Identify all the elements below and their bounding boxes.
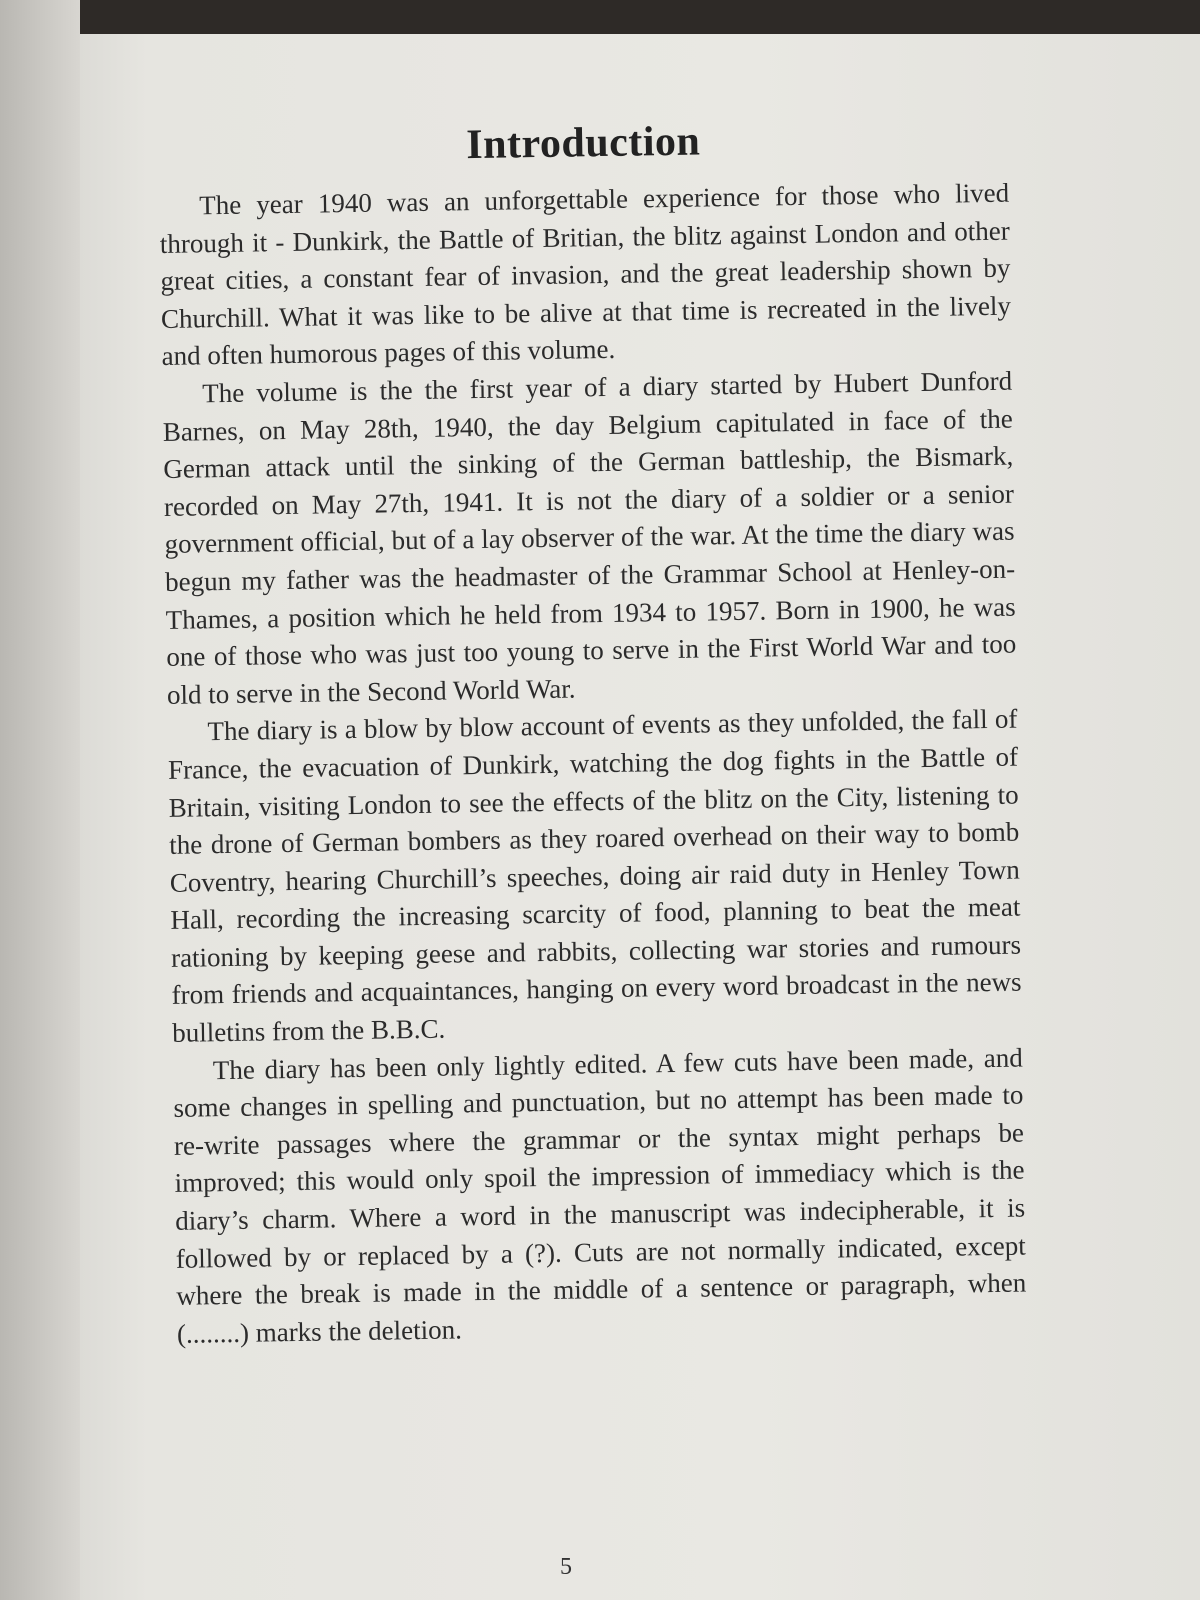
paragraph-2: The volume is the the first year of a diary started by Hubert Dunford Barnes, on May 28th, 1940, the day Belgium capitulated in face of the German attack until the sinking of the German battleship, the Bismark, recorded on May 27th, 1941. It is not the diary of a soldier or a senior government official, but of a lay observer of the war. At the time the diary was begun my father was the headmaster of the Grammar School at Henley-on-Thames, a position which he held from 1934 to 1957. Born in 1900, he was one of those who was just too young to serve in the First World War and too old to serve in the Second World War. xyxy=(162,365,1017,710)
page-number: 5 xyxy=(560,1554,572,1580)
paragraph-3: The diary is a blow by blow account of events as they unfolded, the fall of France, the evacuation of Dunkirk, watching the dog fights in the Battle of Britain, visiting London to see the effects of the blitz on the City, listening to the drone of German bombers as they roared overhead on their way to bomb Coventry, hearing Churchill’s speeches, doing air raid duty in Henley Town Hall, recording the increasing scarcity of food, planning to beat the meat rationing by keeping geese and rabbits, collecting war stories and rumours from friends and acquaintances, hanging on every word broadcast in the news bulletins from the B.B.C. xyxy=(167,703,1022,1048)
top-dark-band xyxy=(0,0,1200,34)
page-title: Introduction xyxy=(465,118,701,169)
page-gutter-shadow xyxy=(0,0,80,1600)
page-text-block xyxy=(158,113,1027,1354)
paragraph-1: The year 1940 was an unforgettable experience for those who lived through it - Dunkirk, the Battle of Britian, the blitz against London and other great cities, a constant fear of invasion, and the great leadership shown by Churchill. What it was like to be alive at that time is recreated in the lively and often humorous pages of this volume. xyxy=(159,177,1012,372)
book-page xyxy=(80,34,1200,1600)
paragraph-4: The diary has been only lightly edited. A few cuts have been made, and some changes in spelling and punctuation, but no attempt has been made to re-write passages where the grammar or the syntax might perhaps be improved; this would only spoil the impression of immediacy which is the diary’s charm. Where a word in the manuscript was indecipherable, it is followed by or replaced by a (?). Cuts are not normally indicated, except where the break is made in the middle of a sentence or paragraph, when (........) marks the deletion. xyxy=(173,1042,1027,1349)
